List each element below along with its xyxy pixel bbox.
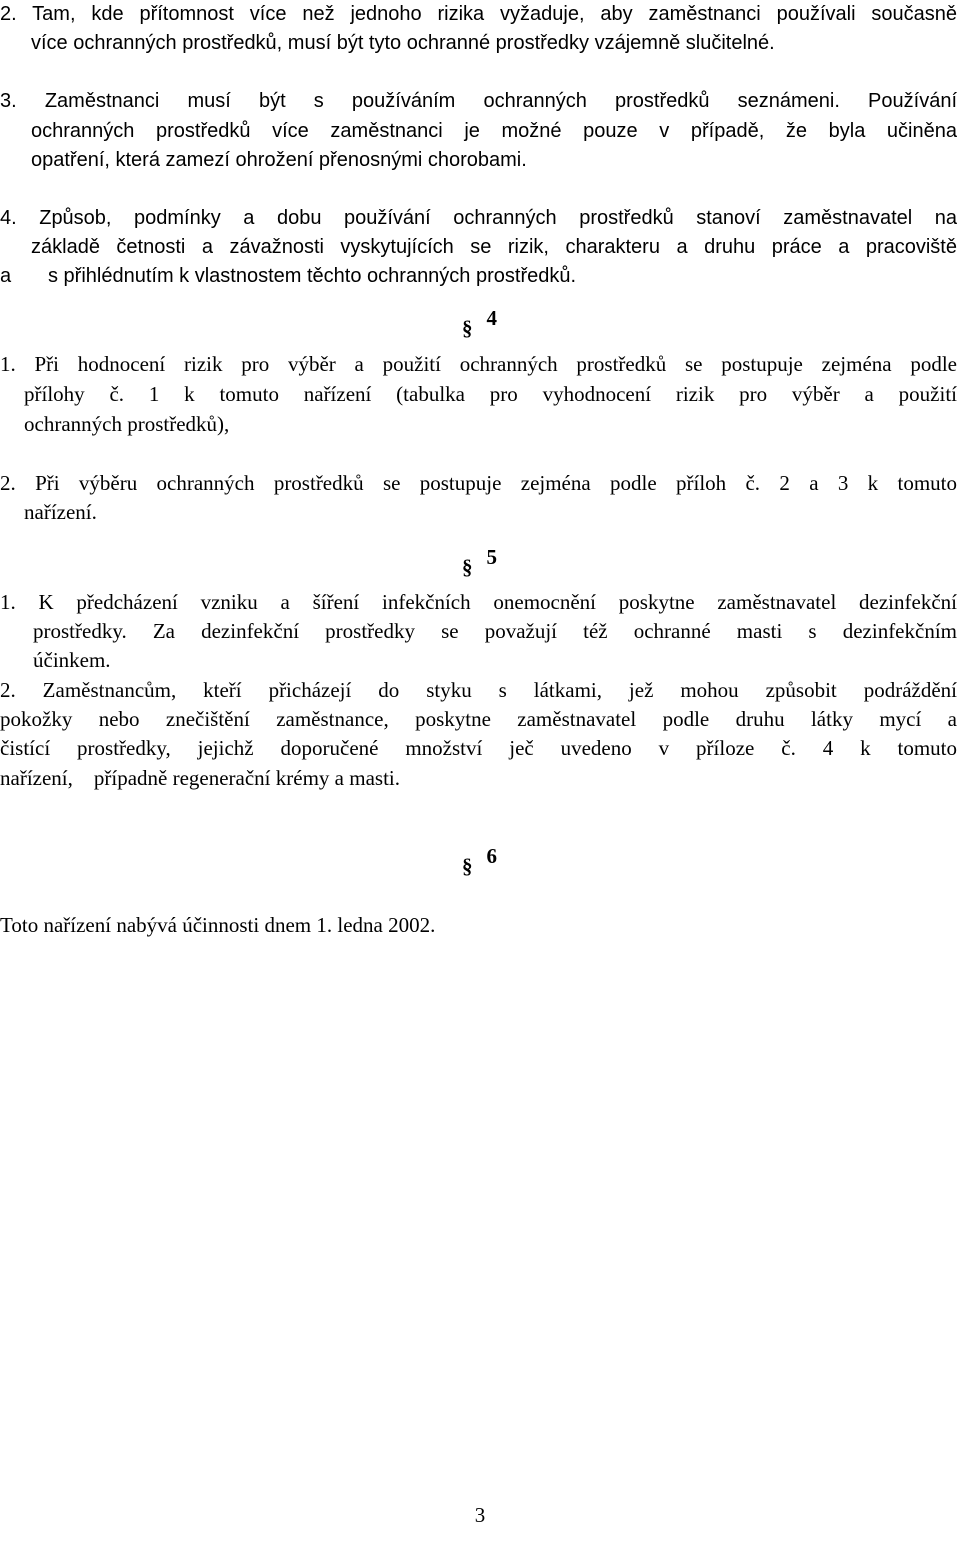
sec5-item-1-line-2: prostředky. Za dezinfekční prostředky se považují též ochranné masti s dezinfekčním [33, 619, 957, 643]
sec5-item-2-line-4: nařízení, případně regenerační krémy a masti. [0, 766, 400, 790]
para-2-line-1: 2. Tam, kde přítomnost více než jednoho rizika vyžaduje, aby zaměstnanci používali současně [0, 3, 957, 25]
section-symbol: § [462, 854, 473, 878]
section-symbol: § [462, 316, 473, 340]
section-number: 4 [486, 306, 497, 330]
para-2-line-2: více ochranných prostředků, musí být tyto ochranné prostředky vzájemně slučitelné. [31, 32, 775, 54]
para-3-line-2: ochranných prostředků více zaměstnanci je možné pouze v případě, že byla učiněna [31, 120, 957, 142]
section-number: 6 [486, 844, 497, 868]
para-4-line-1: 4. Způsob, podmínky a dobu používání ochranných prostředků stanoví zaměstnavatel na [0, 207, 957, 229]
para-3-line-3: opatření, která zamezí ohrožení přenosnými chorobami. [31, 149, 527, 171]
sec5-item-1-line-1: 1. K předcházení vzniku a šíření infekčních onemocnění poskytne zaměstnavatel dezinfekční [0, 590, 957, 614]
sec4-item-2-line-1: 2. Při výběru ochranných prostředků se postupuje zejména podle příloh č. 2 a 3 k tomuto [0, 471, 957, 495]
para-4-line-3: s přihlédnutím k vlastnostem těchto ochranných prostředků. [48, 265, 577, 287]
section-4-heading [462, 306, 497, 340]
sec4-item-2-line-2: nařízení. [24, 500, 97, 524]
para-4-line-2: základě četnosti a závažnosti vyskytujících se rizik, charakteru a druhu práce a pracoviště [31, 236, 957, 258]
para-4-line-3-a: a [0, 265, 12, 287]
section-5-heading [462, 545, 497, 579]
sec6-effective-date: Toto nařízení nabývá účinnosti dnem 1. ledna 2002. [0, 913, 436, 937]
page-number: 3 [474, 1503, 486, 1527]
section-number: 5 [486, 545, 497, 569]
sec5-item-2-line-1: 2. Zaměstnancům, kteří přicházejí do styku s látkami, jež mohou způsobit podráždění [0, 678, 957, 702]
sec4-item-1-line-1: 1. Při hodnocení rizik pro výběr a použití ochranných prostředků se postupuje zejména podle [0, 352, 957, 376]
sec4-item-1-line-3: ochranných prostředků), [24, 412, 230, 436]
section-6-heading [462, 844, 497, 878]
sec5-item-1-line-3: účinkem. [33, 648, 111, 672]
sec4-item-1-line-2: přílohy č. 1 k tomuto nařízení (tabulka pro vyhodnocení rizik pro výběr a použití [24, 382, 957, 406]
sec5-item-2-line-2: pokožky nebo znečištění zaměstnance, poskytne zaměstnavatel podle druhu látky mycí a [0, 707, 957, 731]
section-symbol: § [462, 555, 473, 579]
para-3-line-1: 3. Zaměstnanci musí být s používáním ochranných prostředků seznámeni. Používání [0, 90, 957, 112]
sec5-item-2-line-3: čistící prostředky, jejichž doporučené množství ječ uvedeno v příloze č. 4 k tomuto [0, 736, 957, 760]
